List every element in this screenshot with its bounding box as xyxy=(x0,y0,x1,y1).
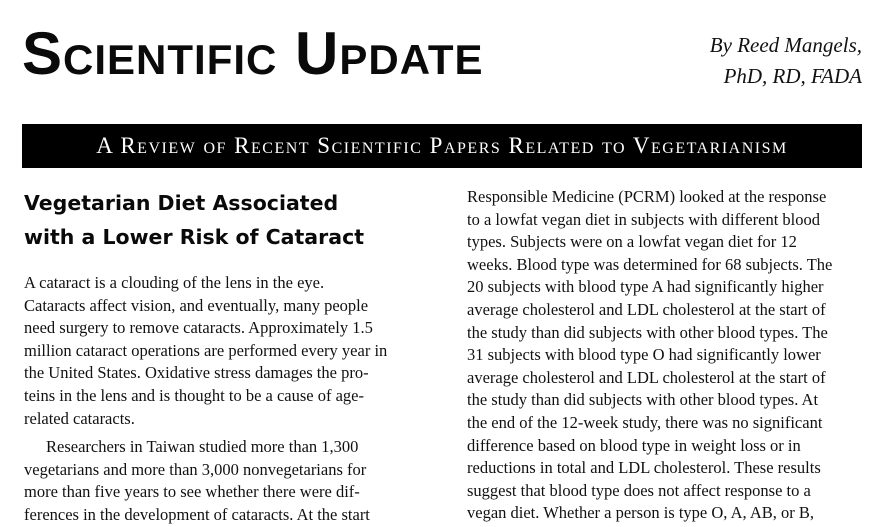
text-line: 20 subjects with blood type A had significantly higher xyxy=(467,277,824,297)
article-title-line: Vegetarian Diet Associated xyxy=(24,191,339,215)
text-line: Responsible Medicine (PCRM) looked at the response xyxy=(467,187,827,206)
text-line: the United States. Oxidative stress damages the pro- xyxy=(24,363,369,383)
text-line: vegetarians and more than 3,000 nonvegetarians for xyxy=(24,459,367,479)
right-column xyxy=(467,186,864,525)
text-line: Researchers in Taiwan studied more than 1,300 xyxy=(46,437,359,457)
byline-line: PhD, RD, FADA xyxy=(723,64,862,88)
masthead-title: Scientific Update xyxy=(22,20,484,87)
text-line: more than five years to see whether there were dif- xyxy=(24,482,360,502)
text-line: A cataract is a clouding of the lens in the eye. xyxy=(24,273,325,292)
article-paragraph xyxy=(24,272,416,430)
text-line: million cataract operations are performed every year in xyxy=(24,340,388,360)
text-line: 31 subjects with blood type O had significantly lower xyxy=(467,345,821,365)
text-line: related cataracts. xyxy=(24,408,135,428)
section-banner: A Review of Recent Scientific Papers Related to Vegetarianism xyxy=(22,124,862,168)
author-byline xyxy=(662,30,862,92)
text-line: the study than did subjects with other blood types. The xyxy=(467,322,828,342)
byline-line: By Reed Mangels, xyxy=(709,33,862,57)
text-line: weeks. Blood type was determined for 68 subjects. The xyxy=(467,254,833,274)
article-title-line: with a Lower Risk of Cataract xyxy=(24,225,365,249)
text-line: ferences in the development of cataracts. At the start xyxy=(24,504,370,524)
text-line: suggest that blood type does not affect response to a xyxy=(467,480,811,500)
text-line: vegan diet. Whether a person is type O, A, AB, or B, xyxy=(467,503,815,523)
left-column xyxy=(24,186,416,527)
text-line: the study than did subjects with other blood types. At xyxy=(467,390,819,410)
text-line: Cataracts affect vision, and eventually, many people xyxy=(24,295,369,315)
article-paragraph xyxy=(467,186,864,525)
text-line: teins in the lens and is thought to be a cause of age- xyxy=(24,385,364,405)
text-line: need surgery to remove cataracts. Approximately 1.5 xyxy=(24,318,373,338)
text-line: average cholesterol and LDL cholesterol at the start of xyxy=(467,299,826,319)
text-line: to a lowfat vegan diet in subjects with different blood xyxy=(467,209,820,229)
text-line: difference based on blood type in weight loss or in xyxy=(467,435,801,455)
text-line: the end of the 12-week study, there was no significant xyxy=(467,412,823,432)
text-line: reductions in total and LDL cholesterol. These results xyxy=(467,458,821,478)
article-title xyxy=(24,186,416,254)
text-line: average cholesterol and LDL cholesterol at the start of xyxy=(467,367,826,387)
text-line: types. Subjects were on a lowfat vegan diet for 12 xyxy=(467,232,797,252)
